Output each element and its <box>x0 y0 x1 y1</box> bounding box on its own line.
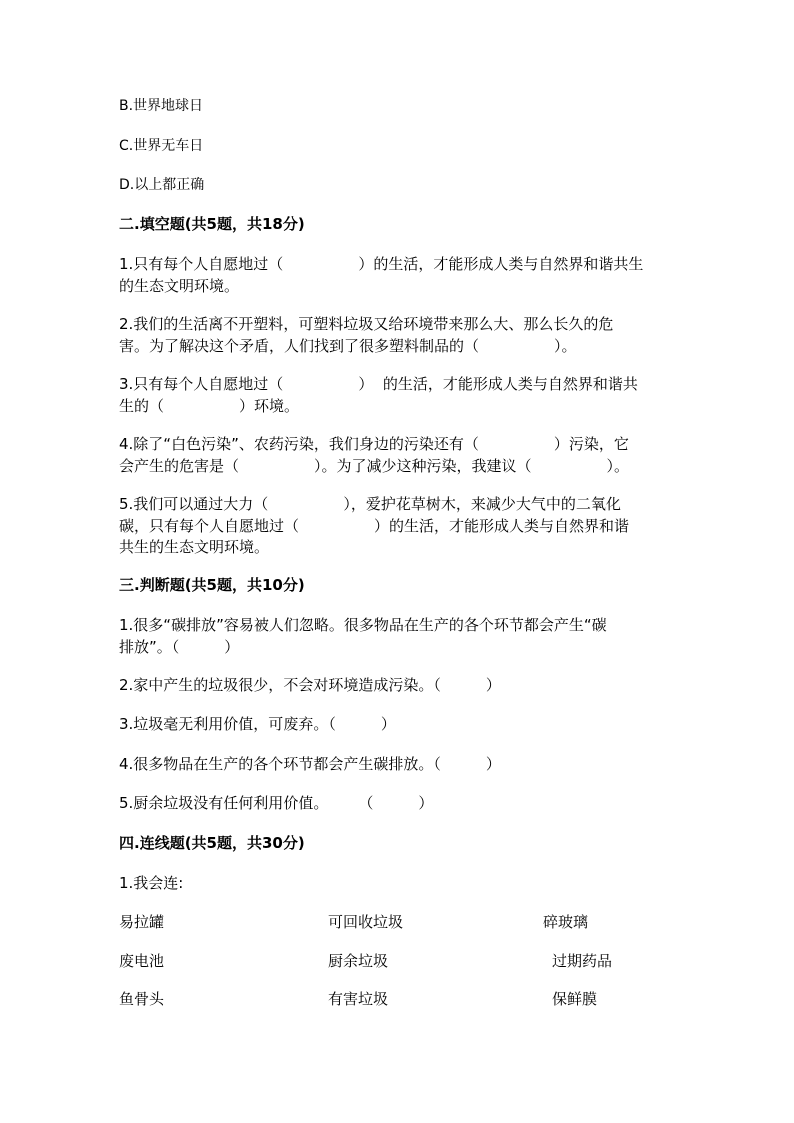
section3-header: 三.判断题(共5题，共10分) <box>119 576 305 594</box>
match-right-1: 碎玻璃 <box>543 913 589 931</box>
s3-q3: 3.垃圾毫无利用价值，可废弃。（ ） <box>119 715 396 733</box>
match-middle-3: 有害垃圾 <box>328 990 389 1008</box>
option-c: C.世界无车日 <box>119 138 204 154</box>
option-d: D.以上都正确 <box>119 177 205 193</box>
match-left-3: 鱼骨头 <box>119 990 165 1008</box>
s2-q5-line3: 共生的生态文明环境。 <box>119 538 270 556</box>
s4-q1-title: 1.我会连: <box>119 874 184 892</box>
match-left-1: 易拉罐 <box>119 913 165 931</box>
match-right-2: 过期药品 <box>552 952 613 970</box>
match-middle-1: 可回收垃圾 <box>328 913 404 931</box>
s3-q1-line1: 1.很多“碳排放”容易被人们忽略。很多物品在生产的各个环节都会产生“碳 <box>119 616 607 634</box>
s2-q2-line1: 2.我们的生活离不开塑料，可塑料垃圾又给环境带来那么大、那么长久的危 <box>119 315 614 333</box>
s2-q3-line1: 3.只有每个人自愿地过（ ） 的生活，才能形成人类与自然界和谐共 <box>119 375 638 393</box>
s3-q1-line2: 排放”。（ ） <box>119 638 240 656</box>
s2-q1-line1: 1.只有每个人自愿地过（ ）的生活，才能形成人类与自然界和谐共生 <box>119 255 644 273</box>
s3-q2: 2.家中产生的垃圾很少，不会对环境造成污染。（ ） <box>119 676 501 694</box>
s2-q4-line1: 4.除了“白色污染”、农药污染，我们身边的污染还有（ ）污染，它 <box>119 435 629 453</box>
s2-q5-line1: 5.我们可以通过大力（ ），爱护花草树木，来减少大气中的二氧化 <box>119 495 621 513</box>
match-right-3: 保鲜膜 <box>552 990 598 1008</box>
s3-q5: 5.厨余垃圾没有任何利用价值。 （ ） <box>119 794 434 812</box>
s2-q3-line2: 生的（ ）环境。 <box>119 397 300 415</box>
s3-q4: 4.很多物品在生产的各个环节都会产生碳排放。（ ） <box>119 755 501 773</box>
s2-q1-line2: 的生态文明环境。 <box>119 277 240 295</box>
s2-q2-line2: 害。为了解决这个矛盾，人们找到了很多塑料制品的（ ）。 <box>119 337 577 355</box>
s2-q4-line2: 会产生的危害是（ ）。为了减少这种污染，我建议（ ）。 <box>119 457 630 475</box>
s2-q5-line2: 碳，只有每个人自愿地过（ ）的生活，才能形成人类与自然界和谐 <box>119 517 630 535</box>
section4-header: 四.连线题(共5题，共30分) <box>119 834 305 852</box>
section2-header: 二.填空题(共5题，共18分) <box>119 215 305 233</box>
option-b: B.世界地球日 <box>119 98 204 114</box>
match-left-2: 废电池 <box>119 952 165 970</box>
match-middle-2: 厨余垃圾 <box>328 952 389 970</box>
